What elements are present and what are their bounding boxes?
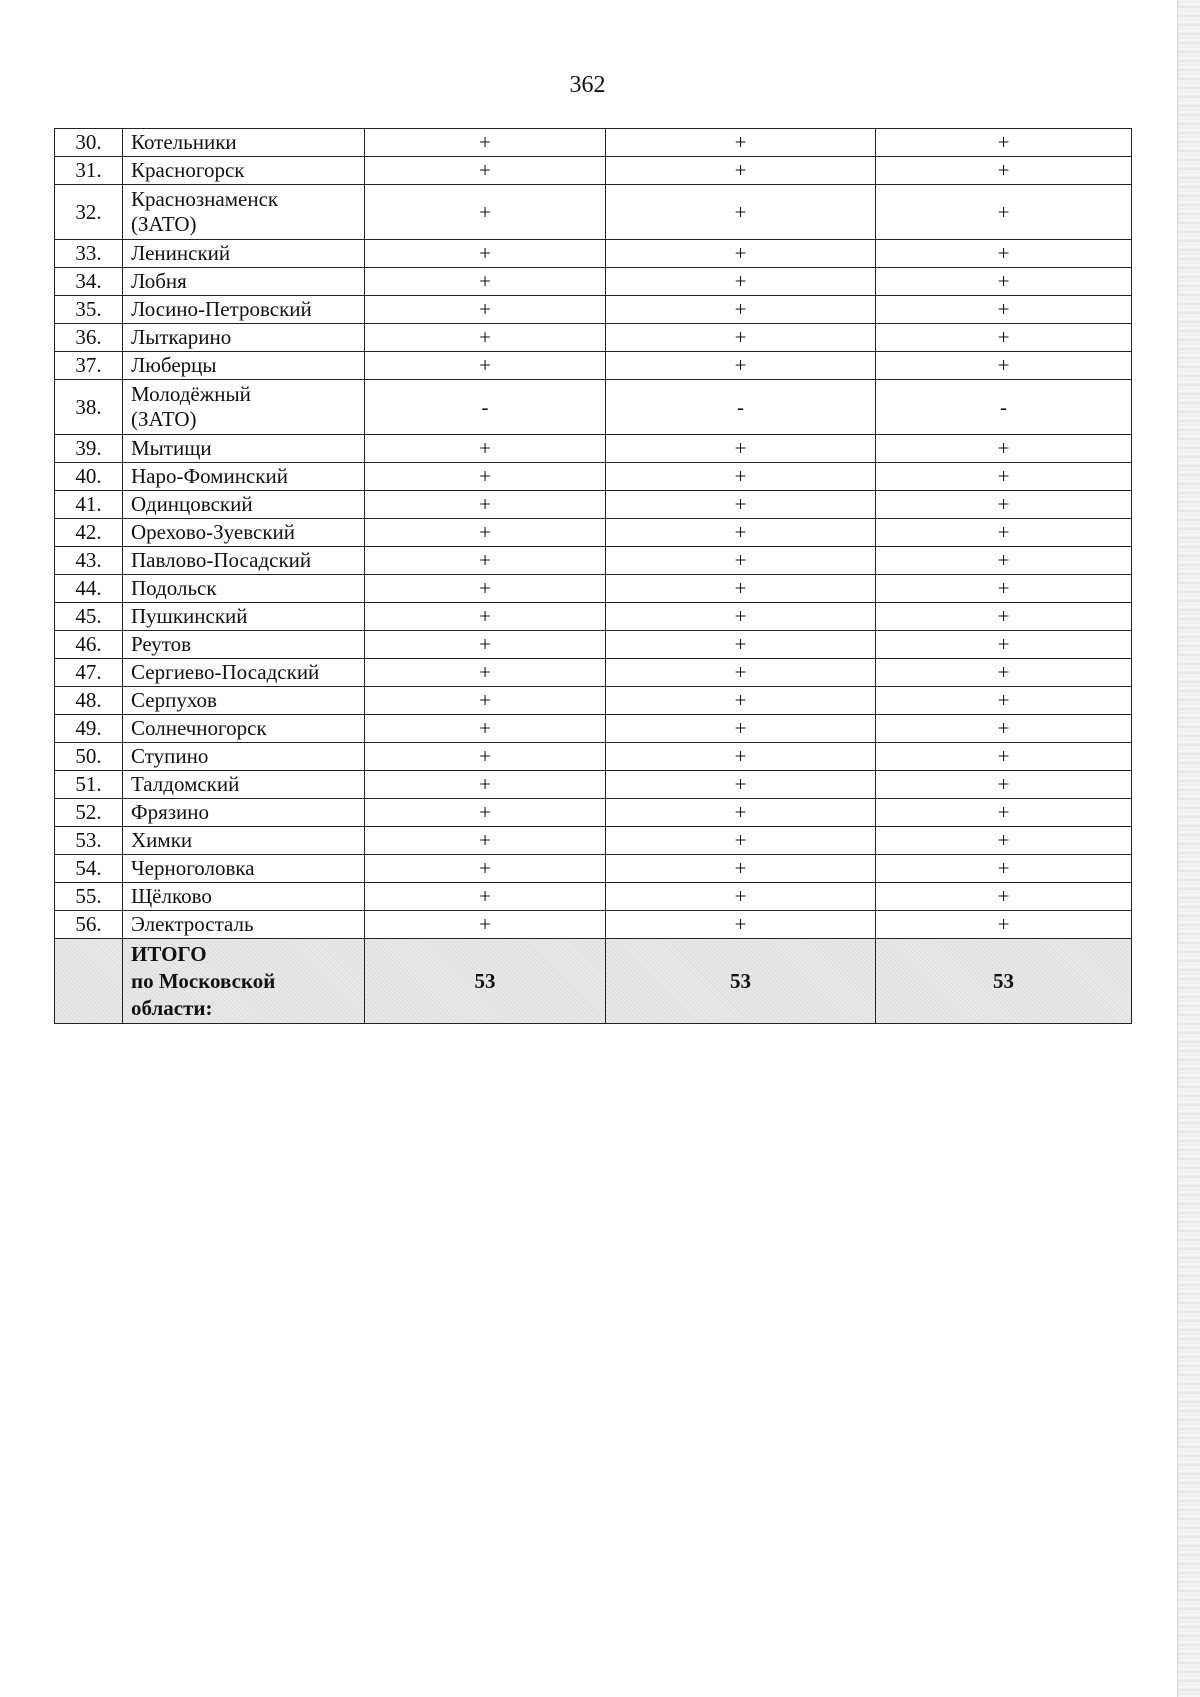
row-mark-col1: +: [365, 268, 606, 296]
row-mark-col2: +: [606, 911, 876, 939]
row-number: 56.: [55, 911, 123, 939]
row-mark-col1: +: [365, 547, 606, 575]
table-row: [55, 799, 1132, 827]
row-mark-col3: +: [876, 463, 1132, 491]
row-mark-col3: +: [876, 743, 1132, 771]
table-row: [55, 380, 1132, 435]
row-mark-col1: +: [365, 463, 606, 491]
table-row: [55, 771, 1132, 799]
scan-edge: [1177, 0, 1200, 1697]
row-number: 51.: [55, 771, 123, 799]
table-row: [55, 491, 1132, 519]
row-number: 39.: [55, 435, 123, 463]
row-mark-col2: +: [606, 687, 876, 715]
row-mark-col1: +: [365, 157, 606, 185]
row-mark-col3: +: [876, 435, 1132, 463]
row-number: 50.: [55, 743, 123, 771]
row-mark-col1: +: [365, 575, 606, 603]
row-number: 38.: [55, 380, 123, 435]
row-mark-col1: +: [365, 659, 606, 687]
row-mark-col1: +: [365, 435, 606, 463]
table-row: [55, 715, 1132, 743]
table-row: [55, 157, 1132, 185]
row-mark-col3: +: [876, 575, 1132, 603]
table-row: [55, 129, 1132, 157]
row-name: Электросталь: [123, 911, 365, 939]
row-mark-col2: +: [606, 435, 876, 463]
row-mark-col1: +: [365, 240, 606, 268]
table-row: [55, 324, 1132, 352]
row-mark-col1: +: [365, 687, 606, 715]
row-mark-col3: +: [876, 911, 1132, 939]
row-number: 31.: [55, 157, 123, 185]
row-mark-col1: +: [365, 799, 606, 827]
row-mark-col2: +: [606, 827, 876, 855]
row-mark-col2: +: [606, 855, 876, 883]
table-row: [55, 240, 1132, 268]
row-mark-col2: +: [606, 157, 876, 185]
row-mark-col2: +: [606, 519, 876, 547]
row-name: Реутов: [123, 631, 365, 659]
row-mark-col2: +: [606, 575, 876, 603]
row-mark-col1: +: [365, 743, 606, 771]
table-row: [55, 855, 1132, 883]
row-mark-col3: +: [876, 157, 1132, 185]
row-mark-col3: +: [876, 631, 1132, 659]
row-name: Наро-Фоминский: [123, 463, 365, 491]
row-mark-col1: +: [365, 491, 606, 519]
row-mark-col1: +: [365, 855, 606, 883]
row-mark-col2: +: [606, 463, 876, 491]
row-number: 49.: [55, 715, 123, 743]
row-mark-col2: +: [606, 324, 876, 352]
row-mark-col2: +: [606, 631, 876, 659]
row-name: Лосино-Петровский: [123, 296, 365, 324]
table-row: [55, 352, 1132, 380]
row-mark-col2: +: [606, 491, 876, 519]
row-mark-col2: +: [606, 883, 876, 911]
row-name: Котельники: [123, 129, 365, 157]
row-mark-col1: +: [365, 324, 606, 352]
row-name: Орехово-Зуевский: [123, 519, 365, 547]
row-mark-col3: +: [876, 491, 1132, 519]
row-number: 30.: [55, 129, 123, 157]
row-name: Красногорск: [123, 157, 365, 185]
table-row: [55, 603, 1132, 631]
row-name: Фрязино: [123, 799, 365, 827]
row-name: Серпухов: [123, 687, 365, 715]
row-mark-col3: +: [876, 883, 1132, 911]
row-mark-col3: +: [876, 519, 1132, 547]
total-value-col3: 53: [876, 939, 1132, 1024]
table-row: [55, 463, 1132, 491]
table-row: [55, 883, 1132, 911]
row-mark-col3: +: [876, 771, 1132, 799]
row-mark-col1: +: [365, 883, 606, 911]
row-mark-col3: +: [876, 268, 1132, 296]
row-mark-col3: +: [876, 240, 1132, 268]
table-row: [55, 547, 1132, 575]
row-number: 35.: [55, 296, 123, 324]
row-mark-col1: -: [365, 380, 606, 435]
row-mark-col2: -: [606, 380, 876, 435]
row-mark-col3: +: [876, 324, 1132, 352]
row-number: 32.: [55, 185, 123, 240]
row-mark-col3: +: [876, 715, 1132, 743]
row-mark-col1: +: [365, 631, 606, 659]
total-value-col1: 53: [365, 939, 606, 1024]
row-number: 43.: [55, 547, 123, 575]
row-number: 53.: [55, 827, 123, 855]
row-mark-col3: +: [876, 185, 1132, 240]
row-mark-col1: +: [365, 715, 606, 743]
table-row: [55, 435, 1132, 463]
row-number: 34.: [55, 268, 123, 296]
row-number: 55.: [55, 883, 123, 911]
row-mark-col2: +: [606, 352, 876, 380]
row-mark-col1: +: [365, 352, 606, 380]
row-mark-col3: +: [876, 799, 1132, 827]
row-mark-col3: +: [876, 603, 1132, 631]
row-name: Химки: [123, 827, 365, 855]
row-mark-col2: +: [606, 240, 876, 268]
row-name: Молодёжный (ЗАТО): [123, 380, 365, 435]
table-row: [55, 743, 1132, 771]
row-mark-col2: +: [606, 129, 876, 157]
row-number: 37.: [55, 352, 123, 380]
row-name: Щёлково: [123, 883, 365, 911]
table-row: [55, 296, 1132, 324]
row-mark-col2: +: [606, 603, 876, 631]
table-row: [55, 575, 1132, 603]
row-name: Лобня: [123, 268, 365, 296]
table-row: [55, 659, 1132, 687]
row-mark-col2: +: [606, 185, 876, 240]
row-number: 42.: [55, 519, 123, 547]
row-name: Пушкинский: [123, 603, 365, 631]
row-number: 52.: [55, 799, 123, 827]
table-row: [55, 911, 1132, 939]
total-label-line: ИТОГО: [131, 941, 207, 966]
row-mark-col2: +: [606, 547, 876, 575]
row-name: Люберцы: [123, 352, 365, 380]
table-row: [55, 631, 1132, 659]
row-mark-col3: +: [876, 296, 1132, 324]
row-name: Солнечногорск: [123, 715, 365, 743]
row-mark-col1: +: [365, 296, 606, 324]
row-name: Краснознаменск (ЗАТО): [123, 185, 365, 240]
row-number: 41.: [55, 491, 123, 519]
table-row: [55, 687, 1132, 715]
row-mark-col3: +: [876, 547, 1132, 575]
row-mark-col3: +: [876, 855, 1132, 883]
row-mark-col3: -: [876, 380, 1132, 435]
row-mark-col1: +: [365, 911, 606, 939]
row-mark-col2: +: [606, 771, 876, 799]
page-number: 362: [569, 72, 606, 98]
row-mark-col2: +: [606, 799, 876, 827]
row-mark-col2: +: [606, 296, 876, 324]
row-number: 48.: [55, 687, 123, 715]
row-mark-col3: +: [876, 687, 1132, 715]
total-row: [55, 939, 1132, 1024]
total-label: [123, 939, 365, 1024]
total-label-line: по Московской: [131, 968, 276, 993]
row-mark-col2: +: [606, 268, 876, 296]
row-number: 40.: [55, 463, 123, 491]
row-name: Подольск: [123, 575, 365, 603]
row-mark-col1: +: [365, 129, 606, 157]
row-mark-col2: +: [606, 715, 876, 743]
row-number: 45.: [55, 603, 123, 631]
row-mark-col2: +: [606, 659, 876, 687]
row-name: Ленинский: [123, 240, 365, 268]
row-mark-col3: +: [876, 352, 1132, 380]
row-number: 33.: [55, 240, 123, 268]
table-body: [55, 129, 1132, 1024]
total-row-blank: [55, 939, 123, 1024]
row-mark-col1: +: [365, 519, 606, 547]
row-number: 46.: [55, 631, 123, 659]
table-row: [55, 268, 1132, 296]
row-name: Сергиево-Посадский: [123, 659, 365, 687]
row-mark-col1: +: [365, 827, 606, 855]
row-name: Черноголовка: [123, 855, 365, 883]
table-row: [55, 185, 1132, 240]
row-mark-col3: +: [876, 129, 1132, 157]
row-mark-col1: +: [365, 771, 606, 799]
table-row: [55, 827, 1132, 855]
table-row: [55, 519, 1132, 547]
row-name: Павлово-Посадский: [123, 547, 365, 575]
row-name: Талдомский: [123, 771, 365, 799]
total-value-col2: 53: [606, 939, 876, 1024]
row-number: 44.: [55, 575, 123, 603]
row-mark-col3: +: [876, 827, 1132, 855]
row-name: Ступино: [123, 743, 365, 771]
row-number: 47.: [55, 659, 123, 687]
row-mark-col1: +: [365, 603, 606, 631]
row-name: Лыткарино: [123, 324, 365, 352]
row-number: 54.: [55, 855, 123, 883]
row-mark-col1: +: [365, 185, 606, 240]
row-mark-col3: +: [876, 659, 1132, 687]
row-name: Одинцовский: [123, 491, 365, 519]
total-label-line: области:: [131, 995, 213, 1020]
row-number: 36.: [55, 324, 123, 352]
row-mark-col2: +: [606, 743, 876, 771]
municipalities-table: [54, 128, 1132, 1024]
row-name: Мытищи: [123, 435, 365, 463]
